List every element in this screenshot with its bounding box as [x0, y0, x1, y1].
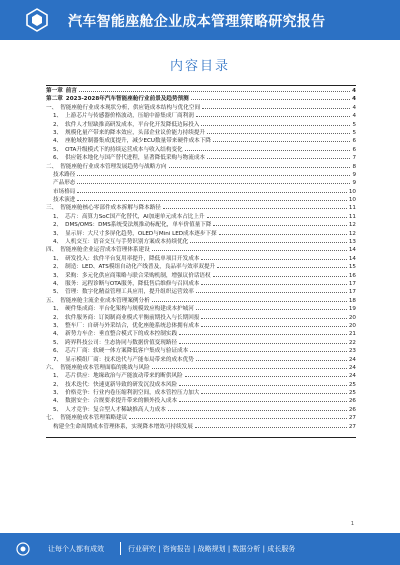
toc-entry-page: 5 — [352, 121, 356, 128]
toc-entry-title: 数据安全：合规要求提升带来的额外投入成本 — [65, 398, 178, 405]
toc-entry[interactable] — [46, 128, 356, 136]
toc-entry-number: 6、 — [53, 155, 63, 162]
toc-entry-page: 13 — [348, 239, 356, 246]
toc-entry-page: 5 — [352, 129, 356, 136]
toc-entry[interactable] — [46, 120, 356, 128]
toc-entry-page: 10 — [348, 197, 356, 204]
footer-logo-icon — [16, 542, 30, 556]
toc-entry[interactable] — [46, 245, 356, 253]
toc-leader-dots — [213, 220, 346, 226]
toc-entry-title: DMS/OMS：DMS系统受法规推动标配化，单车价值量下降 — [65, 222, 212, 229]
toc-entry-title: 技术路径 — [53, 171, 76, 178]
toc-entry-number: 6、 — [53, 348, 63, 355]
toc-entry-page: 26 — [348, 406, 356, 413]
toc-entry-title: 产品形态 — [53, 180, 76, 187]
toc-leader-dots — [152, 245, 347, 251]
company-logo-icon — [26, 8, 48, 32]
toc-leader-dots — [168, 405, 347, 411]
toc-leader-dots — [201, 254, 346, 260]
toc-entry-number: 三、 — [46, 205, 58, 212]
toc-entry-page: 20 — [348, 314, 356, 321]
toc-entry[interactable] — [46, 355, 356, 363]
toc-entry[interactable] — [46, 371, 356, 379]
toc-leader-dots — [219, 229, 347, 235]
toc-entry-page: 4 — [352, 96, 356, 103]
toc-leader-dots — [169, 162, 351, 168]
toc-entry[interactable] — [46, 279, 356, 287]
toc-entry[interactable] — [46, 296, 356, 304]
toc-entry-number: 2、 — [53, 264, 63, 271]
toc-entry-number: 五、 — [46, 297, 58, 304]
toc-entry[interactable] — [46, 136, 356, 144]
toc-entry-title: 显示屏：大尺寸多屏化趋势，OLED与Mini LED成本逐步下探 — [65, 230, 217, 237]
toc-entry-number: 5、 — [53, 289, 63, 296]
toc-leader-dots — [179, 396, 347, 402]
toc-entry[interactable] — [46, 346, 356, 354]
toc-entry-title: 芯片厂商：软硬一体方案降低客户集成与验证成本 — [65, 348, 189, 355]
toc-entry-number: 4、 — [53, 239, 63, 246]
toc-entry[interactable] — [46, 86, 356, 94]
toc-entry-page: 25 — [348, 381, 356, 388]
toc-entry-number: 六、 — [46, 364, 58, 371]
toc-entry[interactable] — [46, 103, 356, 111]
toc-entry[interactable] — [46, 413, 356, 421]
toc-entry-title: 管理：数字化精益管理工具应用，提升组织运营效率 — [65, 289, 194, 296]
toc-leader-dots — [129, 413, 347, 419]
toc-entry[interactable] — [46, 396, 356, 404]
toc-entry-page: 14 — [348, 247, 356, 254]
toc-entry-title: 显示模组厂商：技术迭代与产能布局带来的成本优势 — [65, 356, 194, 363]
toc-entry-title: 前言 — [65, 88, 77, 94]
toc-leader-dots — [163, 203, 347, 209]
toc-entry-page: 27 — [348, 415, 356, 422]
toc-entry-page: 17 — [348, 289, 356, 296]
toc-entry[interactable] — [46, 329, 356, 337]
toc-leader-dots — [79, 86, 350, 92]
toc-entry-page: 11 — [348, 205, 356, 212]
toc-entry-title: 研发投入：软件平台复用率提升，降低单项目开发成本 — [65, 255, 200, 262]
toc-entry-number: 2、 — [53, 314, 63, 321]
toc-entry-title: 市场格局 — [53, 188, 76, 195]
toc-leader-dots — [185, 145, 351, 151]
toc-entry-page: 20 — [348, 322, 356, 329]
toc-entry-number: 3、 — [53, 129, 63, 136]
toc-entry-page: 7 — [352, 155, 356, 162]
toc-entry-number: 5、 — [53, 406, 63, 413]
toc-entry[interactable] — [46, 338, 356, 346]
toc-entry-number: 1、 — [53, 255, 63, 262]
toc-entry-number: 4、 — [53, 398, 63, 405]
toc-entry-page: 16 — [348, 272, 356, 279]
toc-entry[interactable] — [46, 111, 356, 119]
toc-leader-dots — [201, 279, 346, 285]
toc-entry-page: 26 — [348, 398, 356, 405]
toc-entry-number: 二、 — [46, 163, 58, 170]
toc-entry[interactable] — [46, 262, 356, 270]
toc-entry-number: 1、 — [53, 373, 63, 380]
toc-entry-title: 技术演进 — [53, 197, 76, 204]
toc-entry[interactable] — [46, 237, 356, 245]
toc-leader-dots — [179, 338, 347, 344]
toc-leader-dots — [196, 111, 351, 117]
toc-entry-page: 17 — [348, 280, 356, 287]
toc-entry-page: 18 — [348, 297, 356, 304]
toc-entry-number: 2、 — [53, 222, 63, 229]
toc-entry-page: 14 — [348, 255, 356, 262]
toc-entry[interactable] — [46, 162, 356, 170]
footer-services: 行业研究 | 咨询报告 | 战略规划 | 数据分析 | 成长服务 — [128, 545, 296, 553]
toc-entry-title: 软件人才短缺推高研发成本，平台化开发降低边际投入 — [65, 121, 200, 128]
toc-leader-dots — [201, 321, 346, 327]
page-number: 1 — [350, 521, 354, 527]
toc-entry-page: 24 — [348, 356, 356, 363]
toc-entry-number: 1、 — [53, 306, 63, 313]
toc-entry-number: 3、 — [53, 390, 63, 397]
toc-entry-number: 7、 — [53, 356, 63, 363]
toc-entry-title: 智能座舱主流企业成本管理案例分析 — [60, 297, 150, 304]
toc-leader-dots — [201, 120, 350, 126]
footer-bar — [0, 533, 400, 565]
toc-leader-dots — [152, 296, 347, 302]
toc-entry-page: 4 — [352, 88, 356, 94]
toc-leader-dots — [77, 170, 350, 176]
toc-entry-page: 27 — [348, 423, 356, 430]
toc-entry-page: 25 — [348, 390, 356, 397]
toc-entry-number: 一、 — [46, 104, 58, 111]
toc-entry-title: 智能座舱行业成本现状分析，供应链成本结构与优化空间 — [60, 104, 201, 111]
toc-entry-number: 3、 — [53, 230, 63, 237]
toc-leader-dots — [196, 287, 347, 293]
toc-leader-dots — [196, 304, 347, 310]
toc-entry-number: 4、 — [53, 280, 63, 287]
toc-entry[interactable] — [46, 287, 356, 295]
toc-entry[interactable] — [46, 187, 356, 195]
toc-heading: 内容目录 — [169, 59, 230, 74]
toc-entry-page: 12 — [348, 230, 356, 237]
toc-entry-page: 4 — [352, 113, 356, 120]
toc-entry[interactable] — [46, 363, 356, 371]
toc-entry[interactable] — [46, 153, 356, 161]
toc-leader-dots — [217, 262, 347, 268]
toc-entry-number: 第二章 — [46, 96, 63, 103]
toc-leader-dots — [190, 346, 347, 352]
toc-entry-page: 10 — [348, 188, 356, 195]
toc-entry[interactable] — [46, 313, 356, 321]
toc-entry-number: 2、 — [53, 381, 63, 388]
toc-entry[interactable] — [46, 304, 356, 312]
toc-entry-title: 构建全生命周期成本管理体系，实现降本增效可持续发展 — [53, 423, 193, 430]
toc-entry-page: 19 — [348, 306, 356, 313]
toc-entry[interactable] — [46, 203, 356, 211]
toc-entry[interactable] — [46, 220, 356, 228]
toc-entry-page: 6 — [352, 146, 356, 153]
toc-entry-number: 5、 — [53, 146, 63, 153]
toc-entry-page: 8 — [352, 163, 356, 170]
toc-leader-dots — [185, 371, 347, 377]
toc-leader-dots — [202, 103, 350, 109]
toc-leader-dots — [190, 237, 347, 243]
toc-leader-dots — [77, 195, 346, 201]
toc-entry-page: 6 — [352, 138, 356, 145]
toc-leader-dots — [77, 187, 346, 193]
toc-leader-dots — [207, 128, 350, 134]
toc-leader-dots — [213, 271, 347, 277]
toc-entry-title: OTA升级模式下的持续运营成本与收入结构变化 — [65, 146, 183, 153]
toc-entry[interactable] — [46, 321, 356, 329]
toc-entry[interactable] — [46, 405, 356, 413]
toc-entry[interactable] — [46, 212, 356, 220]
toc-entry-title: 规模化量产带来的降本效应，头部企业议价能力持续提升 — [65, 129, 206, 136]
toc-entry-page: 12 — [348, 222, 356, 229]
toc-entry-title: 智能座舱成本管理策略建议 — [60, 415, 128, 422]
footer-divider — [120, 542, 121, 555]
header-bar — [0, 0, 400, 40]
toc-entry[interactable] — [46, 271, 356, 279]
toc-entry[interactable] — [46, 229, 356, 237]
toc-entry-number: 3、 — [53, 322, 63, 329]
toc-entry-title: 芯片供应：地缘政治与产能波动带来的断供风险 — [65, 373, 183, 380]
toc-entry[interactable] — [46, 388, 356, 396]
toc-leader-dots — [201, 388, 346, 394]
toc-entry-page: 9 — [352, 171, 356, 178]
toc-leader-dots — [179, 380, 347, 386]
toc-entry-title: 制造：LED、ATS模组自动化产线普及，良品率与效率双提升 — [65, 264, 216, 271]
toc-entry-title: 智能座舱行业成本管理发展趋势与战略方向 — [60, 163, 167, 170]
toc-entry-number: 1、 — [53, 113, 63, 120]
toc-entry-page: 23 — [348, 348, 356, 355]
toc-entry-title: 硬件集成商：平台化架构与规模效应构建成本护城河 — [65, 306, 194, 313]
toc-entry-title: 智能座舱企业运营成本管理体系建设 — [60, 247, 150, 254]
toc-leader-dots — [195, 422, 347, 428]
toc-entry-title: 软件服务商：订阅制商业模式平衡前期投入与长期回报 — [65, 314, 200, 321]
toc-leader-dots — [77, 178, 350, 184]
toc-entry[interactable] — [46, 380, 356, 388]
toc-entry-title: 座舱域控制器集成度提升，减少ECU数量带来硬件成本下降 — [65, 138, 211, 145]
toc-entry[interactable] — [46, 178, 356, 186]
toc-entry-number: 3、 — [53, 272, 63, 279]
toc-entry-number: 七、 — [46, 415, 58, 422]
toc-entry-number: 5、 — [53, 339, 63, 346]
toc-leader-dots — [207, 212, 347, 218]
toc-entry-title: 采购：多元化供应商策略与联合采购机制，增强议价话语权 — [65, 272, 211, 279]
toc-entry[interactable] — [46, 254, 356, 262]
toc-entry-title: 供应链本地化与国产替代进程，显著降低采购与物流成本 — [65, 155, 206, 162]
toc-entry-number: 2、 — [53, 121, 63, 128]
toc-entry-page: 24 — [348, 364, 356, 371]
toc-entry-page: 9 — [352, 180, 356, 187]
toc-entry-title: 芯片：高算力SoC国产化替代，AI加速单元成本占比上升 — [65, 213, 205, 220]
toc-entry-number: 4、 — [53, 138, 63, 145]
toc-bottom-rule — [46, 437, 356, 438]
toc-leader-dots — [179, 329, 347, 335]
toc-entry-page: 11 — [348, 213, 356, 220]
toc-entry-title: 人才竞争：复合型人才稀缺推高人力成本 — [65, 406, 166, 413]
toc-entry-title: 人机交互：语音交互与手势识别方案成本持续优化 — [65, 239, 189, 246]
toc-entry-title: 新势力车企：垂直整合模式下的成本控制实践 — [65, 331, 178, 338]
toc-entry-number: 四、 — [46, 247, 58, 254]
table-of-contents — [46, 86, 356, 430]
toc-entry-page: 4 — [352, 104, 356, 111]
toc-entry-number: 第一章 — [46, 88, 63, 94]
toc-entry[interactable] — [46, 422, 356, 430]
toc-entry-page: 22 — [348, 339, 356, 346]
toc-entry[interactable] — [46, 145, 356, 153]
toc-entry-title: 整车厂：自研与外采结合，优化座舱系统总体拥有成本 — [65, 322, 200, 329]
toc-leader-dots — [201, 313, 346, 319]
toc-entry[interactable] — [46, 195, 356, 203]
toc-entry-title: 智能座舱核心零部件成本拆解与降本路径 — [60, 205, 161, 212]
toc-entry-title: 上游芯片与传感器价格波动，压缩中游集成厂商利润 — [65, 113, 194, 120]
toc-entry-page: 15 — [348, 264, 356, 271]
toc-entry-title: 服务：远程诊断与OTA服务，降低售后维修与召回成本 — [65, 280, 200, 287]
toc-entry-title: 智能座舱成本管理面临的挑战与风险 — [60, 364, 150, 371]
report-title: 汽车智能座舱企业成本管理策略研究报告 — [68, 14, 326, 30]
footer-slogan: 让每个人都有成效 — [48, 545, 104, 553]
toc-entry-title: 2023-2028年汽车智能座舱行业前景及趋势预测 — [65, 96, 189, 103]
toc-entry-number: 1、 — [53, 213, 63, 220]
toc-leader-dots — [152, 363, 347, 369]
toc-leader-dots — [213, 136, 350, 142]
toc-entry-title: 技术迭代：快速更新导致的研发沉没成本风险 — [65, 381, 178, 388]
toc-leader-dots — [196, 355, 347, 361]
toc-entry-page: 24 — [348, 373, 356, 380]
toc-entry[interactable] — [46, 94, 356, 102]
toc-entry-page: 21 — [348, 331, 356, 338]
toc-leader-dots — [207, 153, 350, 159]
toc-leader-dots — [191, 94, 350, 100]
toc-entry-title: 价格竞争：行业内卷压缩利润空间，成本管控压力加大 — [65, 390, 200, 397]
toc-entry-number: 4、 — [53, 331, 63, 338]
toc-entry[interactable] — [46, 170, 356, 178]
toc-entry-title: 跨界科技公司：生态协同与数据价值变现路径 — [65, 339, 178, 346]
